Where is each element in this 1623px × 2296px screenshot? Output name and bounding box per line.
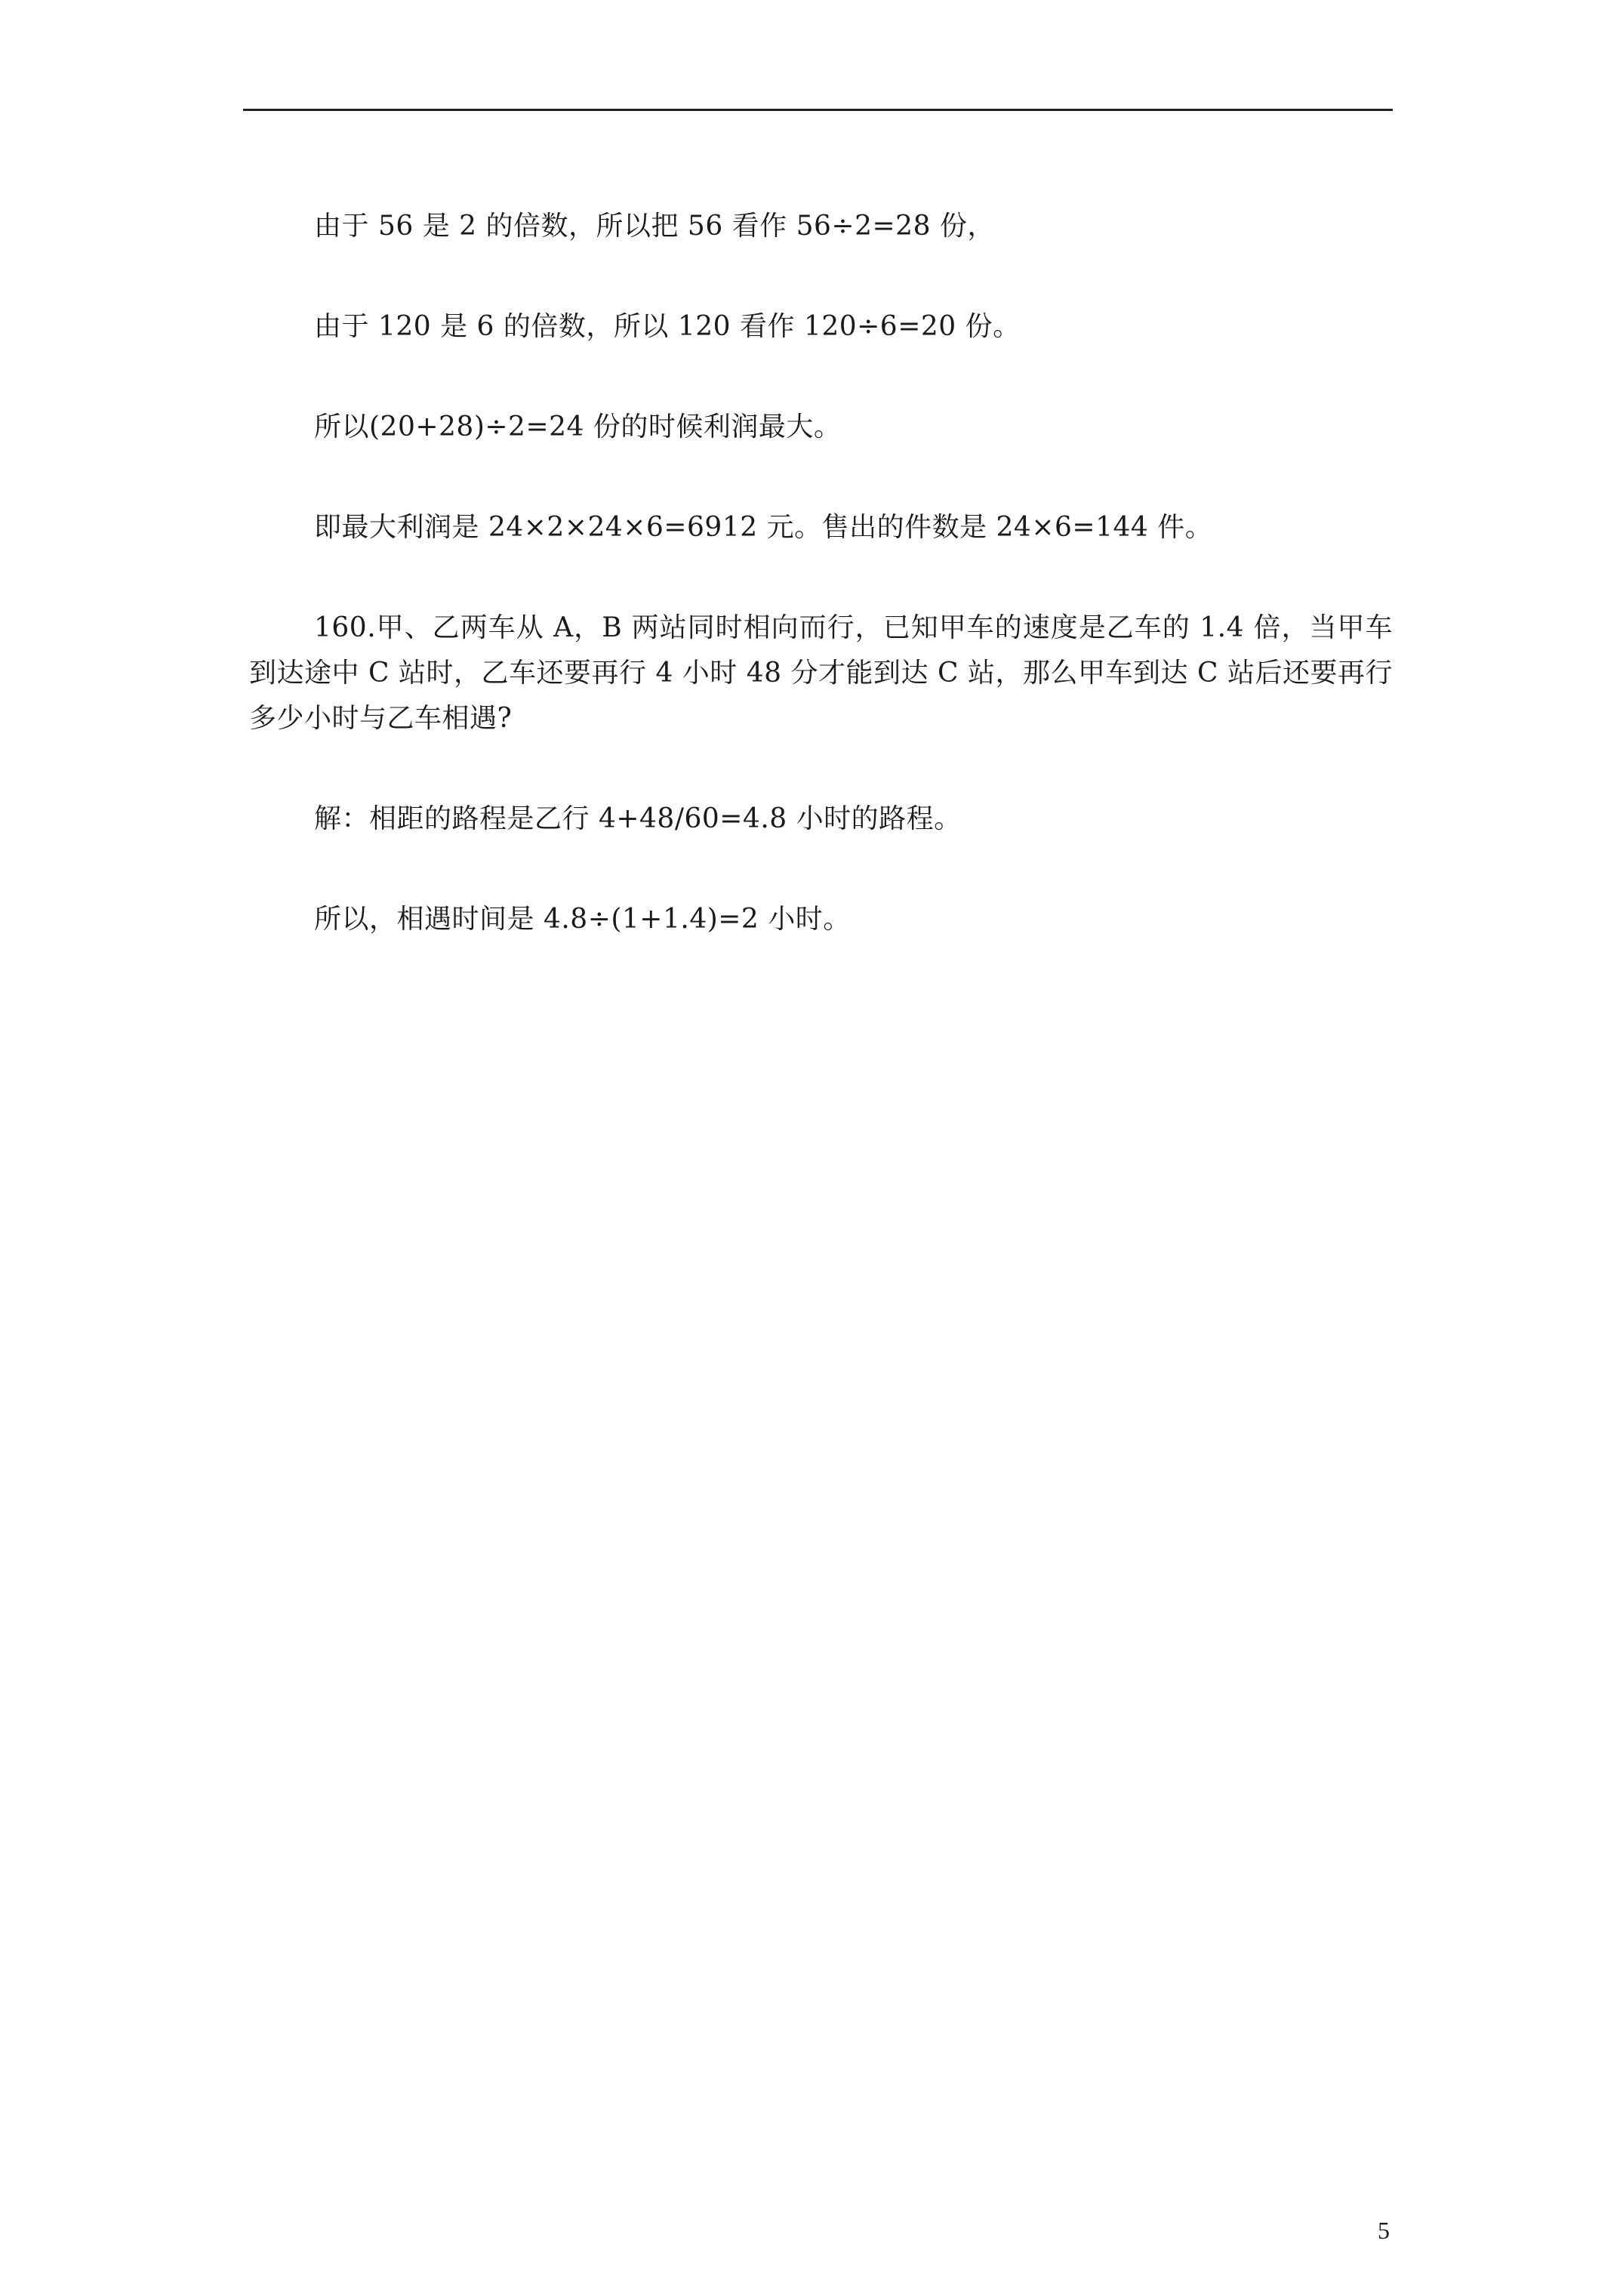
paragraph-solution-line-4: 即最大利润是 24×2×24×6=6912 元。售出的件数是 24×6=144 件。: [314, 512, 1213, 543]
document-body: [249, 204, 1393, 997]
problem-160-solution-2: 所以，相遇时间是 4.8÷(1+1.4)=2 小时。: [314, 904, 851, 935]
paragraph-solution-line-3: 所以(20+28)÷2=24 份的时候利润最大。: [314, 411, 842, 442]
header-rule: [243, 109, 1393, 111]
page-number: 5: [1378, 2217, 1390, 2244]
paragraph-solution-line-1: 由于 56 是 2 的倍数，所以把 56 看作 56÷2=28 份，: [314, 211, 995, 242]
problem-160: 160.甲、乙两车从 A，B 两站同时相向而行，已知甲车的速度是乙车的 1.4 倍，当甲车到达途中 C 站时，乙车还要再行 4 小时 48 分才能到达 C 站，那么甲车到达 C 站后还要再行多少小时与乙车相遇?: [249, 612, 1393, 734]
paragraph-solution-line-2: 由于 120 是 6 的倍数，所以 120 看作 120÷6=20 份。: [314, 311, 1021, 342]
problem-160-solution-1: 解：相距的路程是乙行 4+48/60=4.8 小时的路程。: [314, 803, 962, 834]
